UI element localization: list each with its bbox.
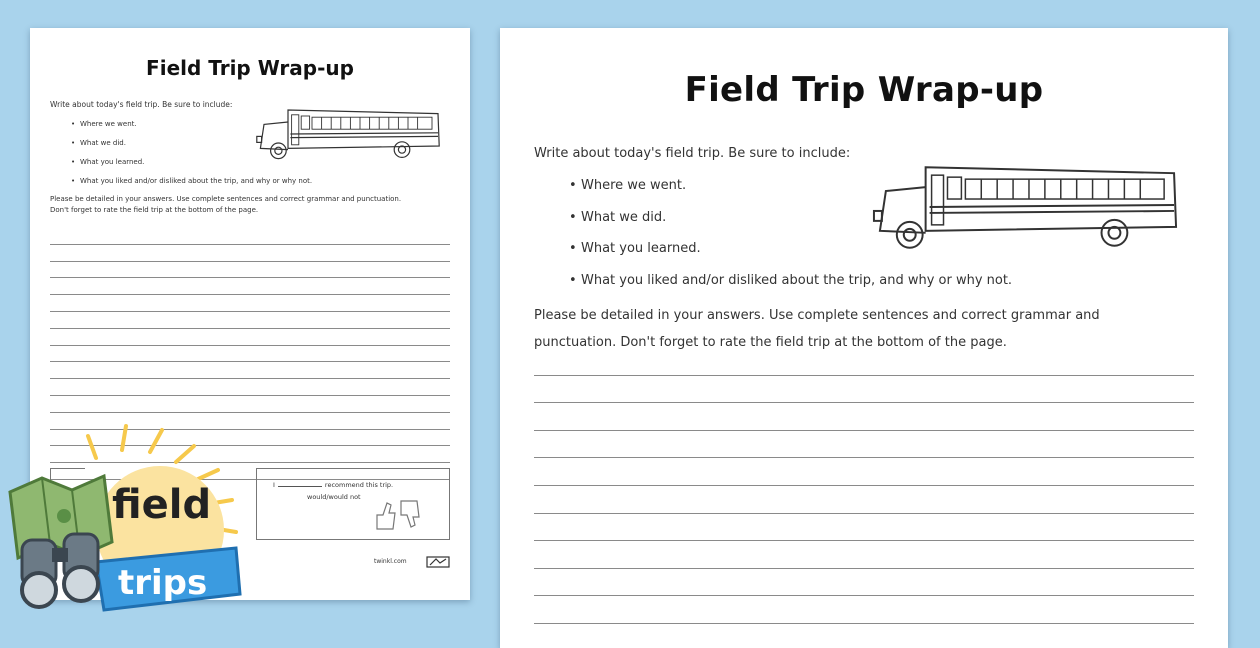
worksheet-detail: Please be detailed in your answers. Use complete sentences and correct grammar and punctuation. Don't forget to rate the field trip at the bottom of the page. <box>50 195 402 214</box>
worksheet-preview-large <box>500 28 1228 648</box>
list-item: • Where we went. <box>80 120 312 139</box>
list-item: • Where we went. <box>581 178 1012 210</box>
list-item: • What we did. <box>581 210 1012 242</box>
worksheet-detail: Please be detailed in your answers. Use complete sentences and correct grammar and punctuation. Don't forget to rate the field trip at the bottom of the page. <box>534 308 1100 350</box>
writing-lines <box>534 348 1194 624</box>
list-item: • What you learned. <box>581 241 1012 273</box>
field-trips-badge <box>0 412 262 630</box>
worksheet-intro: Write about today's field trip. Be sure to include: <box>534 146 851 161</box>
footer-brand: twinkl.com <box>374 558 407 565</box>
school-bus-icon <box>252 98 444 164</box>
brand-logo-icon <box>426 554 450 570</box>
school-bus-icon <box>866 146 1184 258</box>
thumbs-icon <box>373 499 421 531</box>
worksheet-title: Field Trip Wrap-up <box>146 56 354 80</box>
list-item: • What we did. <box>80 139 312 158</box>
rating-options: would/would not <box>307 493 361 501</box>
badge-word-field: field <box>112 482 212 528</box>
list-item: • What you liked and/or disliked about the trip, and why or why not. <box>581 273 1012 305</box>
list-item: • What you liked and/or disliked about the trip, and why or why not. <box>80 177 312 196</box>
rating-prefix: I <box>273 481 275 489</box>
rating-suffix: recommend this trip. <box>324 481 394 489</box>
list-item: • What you learned. <box>80 158 312 177</box>
badge-word-trips: trips <box>118 563 208 603</box>
worksheet-title: Field Trip Wrap-up <box>684 70 1044 110</box>
worksheet-intro: Write about today's field trip. Be sure to include: <box>50 100 233 109</box>
rating-box <box>256 468 450 540</box>
